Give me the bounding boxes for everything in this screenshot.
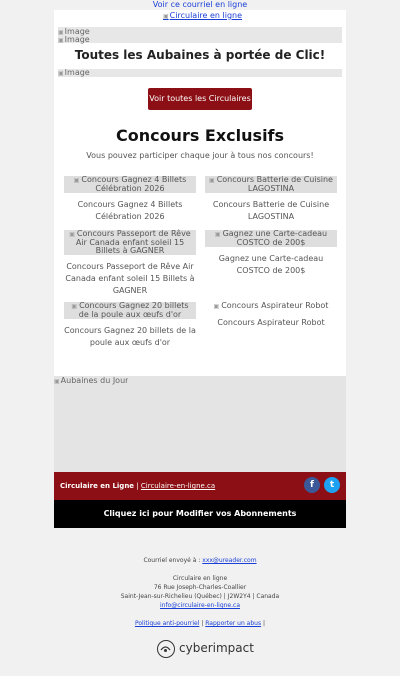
sent-to-email[interactable]: xxx@ureader.com <box>202 557 257 564</box>
contests-subtitle: Vous pouvez participer chaque jour à tous nos concours! <box>86 151 314 160</box>
contest-item-aspirateur[interactable] <box>205 302 337 329</box>
twitter-icon[interactable]: t <box>324 477 340 493</box>
logo-image-link[interactable]: ▣ Circulaire en ligne <box>163 11 243 21</box>
aubaines-du-jour-image[interactable] <box>54 376 346 472</box>
broken-image-aubaines: ▣ Aubaines du Jour <box>54 376 128 386</box>
legal-separator-trailing: | <box>263 620 266 627</box>
contest-item-poule-oeufs-or[interactable] <box>64 302 196 349</box>
contest-item-air-canada[interactable] <box>64 230 196 297</box>
contest-thumbnail[interactable]: ▣ Concours Gagnez 20 billets de la poule aux œufs d'or <box>64 302 196 319</box>
contest-thumbnail[interactable]: ▣ Concours Passeport de Rêve Air Canada enfant soleil 15 Billets à GAGNER <box>64 230 196 255</box>
main-headline: Toutes les Aubaines à portée de Clic! <box>74 48 326 62</box>
view-circulaires-button[interactable]: Voir toutes les Circulaires <box>148 88 252 110</box>
report-abuse-link[interactable]: Rapporter un abus <box>205 620 262 627</box>
sent-to-label: Courriel envoyé à : <box>143 557 201 564</box>
contest-caption[interactable]: Concours Batterie de Cuisine LAGOSTINA <box>212 200 330 221</box>
header-image-area <box>58 27 342 43</box>
cyberimpact-badge[interactable] <box>157 640 254 658</box>
contact-email-link[interactable]: info@circulaire-en-ligne.ca <box>159 602 241 609</box>
contest-caption[interactable]: Concours Aspirateur Robot <box>217 318 325 327</box>
legal-links <box>0 619 400 628</box>
anti-spam-policy-link[interactable]: Politique anti-pourriel <box>134 620 200 627</box>
contest-thumbnail[interactable]: ▣ Concours Aspirateur Robot <box>205 302 337 311</box>
broken-image-2: ▣ Image <box>58 35 90 45</box>
banner-image-area <box>58 69 342 77</box>
contest-caption[interactable]: Concours Gagnez 20 billets de la poule aux œufs d'or <box>64 326 196 347</box>
sent-to-line <box>0 556 400 565</box>
contest-item-costco[interactable] <box>205 230 337 277</box>
footer-site-link[interactable]: Circulaire-en-ligne.ca <box>140 482 216 490</box>
contest-item-lagostina[interactable] <box>205 176 337 223</box>
contest-thumbnail[interactable]: ▣ Concours Gagnez 4 Billets Célébration 2026 <box>64 176 196 193</box>
contest-item-celebration[interactable] <box>64 176 196 223</box>
legal-separator: | <box>201 620 204 627</box>
contest-thumbnail[interactable]: ▣ Concours Batterie de Cuisine LAGOSTINA <box>205 176 337 193</box>
address-line-1: 76 Rue Joseph-Charles-Coallier <box>153 584 247 591</box>
contest-caption[interactable]: Concours Gagnez 4 Billets Célébration 2026 <box>77 200 183 221</box>
contest-caption[interactable]: Concours Passeport de Rêve Air Canada enfant soleil 15 Billets à GAGNER <box>65 262 195 295</box>
manage-subscriptions-button[interactable]: Cliquez ici pour Modifier vos Abonnements <box>54 500 346 528</box>
broken-image-3: ▣ Image <box>58 68 90 78</box>
facebook-icon[interactable]: f <box>304 477 320 493</box>
footer-separator: | <box>136 482 139 490</box>
cyberimpact-wordmark: cyberimpact <box>179 641 254 655</box>
footer-brand-name: Circulaire en Ligne <box>60 482 135 490</box>
view-online-link[interactable]: Voir ce courriel en ligne <box>152 0 248 9</box>
contest-thumbnail[interactable]: ▣ Gagnez une Carte-cadeau COSTCO de 200$ <box>205 230 337 247</box>
cyberimpact-logo-icon <box>157 640 175 658</box>
email-meta <box>0 556 400 628</box>
footer-brand-bar <box>54 472 346 500</box>
address-line-2: Saint-Jean-sur-Richelieu (Québec) | J2W2Y4 | Canada <box>120 593 280 600</box>
broken-image-1: ▣ Image <box>58 27 90 37</box>
contest-caption[interactable]: Gagnez une Carte-cadeau COSTCO de 200$ <box>218 254 324 275</box>
contests-title: Concours Exclusifs <box>115 126 285 145</box>
org-name: Circulaire en ligne <box>172 575 228 582</box>
footer-brand <box>60 482 215 490</box>
